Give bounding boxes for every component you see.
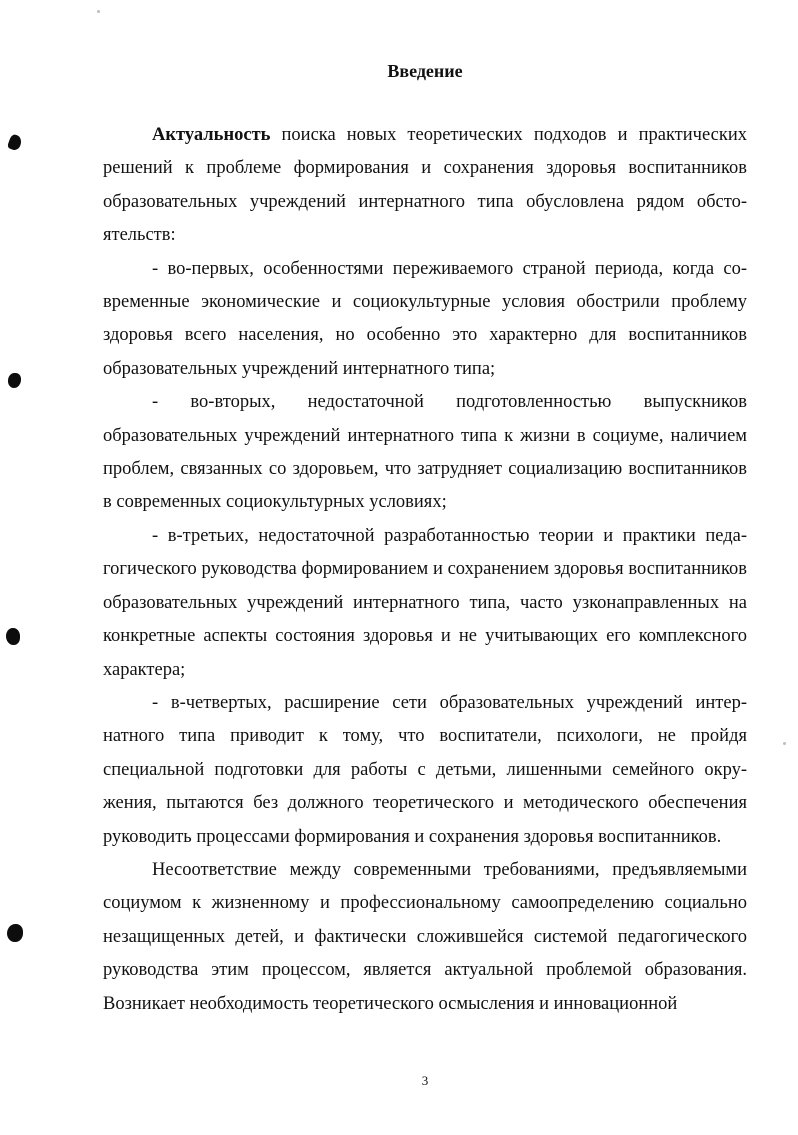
paragraph: Несоответствие между современными требованиями, предъявляемыми социумом к жизненному и профессиональному самоопределению социально незащищенных детей, и фактически сложившейся системой педагогического руководства этим процессом, является актуальной проблемой образования. Возникает необходимость теоретического осмысления и инновационной <box>103 859 747 1014</box>
body-text <box>103 119 747 1021</box>
paragraph: - в-четвертых, расширение сети образовательных учреждений интернатного типа приводит к тому, что воспитатели, психологи, не пройдя специальной подготовки для работы с детьми, лишенными семейного окружения, пытаются без должного теоретического и методического обеспечения руководить процессами формирования и сохранения здоровья воспитанников. <box>103 692 747 847</box>
binding-hole-mark <box>7 133 23 151</box>
scan-speck <box>783 742 786 745</box>
scan-speck <box>97 10 100 13</box>
paragraph: - в-третьих, недостаточной разработанностью теории и практики педагогического руководства формированием и сохранением здоровья воспитанников образовательных учреждений интернатного типа, часто узконаправленных на конкретные аспекты состояния здоровья и не учитывающих его комплексного характера; <box>103 525 747 680</box>
bold-lead-word: Актуальность <box>152 125 271 145</box>
paragraph: - во-вторых, недостаточной подготовленностью выпускников образовательных учреждений интернатного типа к жизни в социуме, наличием проблем, связанных со здоровьем, что затрудняет социализацию воспитанников в современных социокультурных условиях; <box>103 392 747 513</box>
binding-hole-mark <box>6 628 20 645</box>
paragraph-text: поиска новых теоретических подходов и практических решений к проблеме формирования и сохранения здоровья воспитанников образовательных учреждений интернатного типа обусловлена рядом обстоятельств: <box>103 125 747 246</box>
paragraph <box>103 119 747 253</box>
page-number: 3 <box>421 1073 429 1088</box>
paragraph: - во-первых, особенностями переживаемого страной периода, когда современные экономические и социокультурные условия обострили проблему здоровья всего населения, но особенно это характерно для воспитанников образовательных учреждений интернатного типа; <box>103 258 747 379</box>
page-title: Введение <box>387 61 463 81</box>
binding-hole-mark <box>8 373 21 388</box>
binding-hole-mark <box>7 924 23 942</box>
